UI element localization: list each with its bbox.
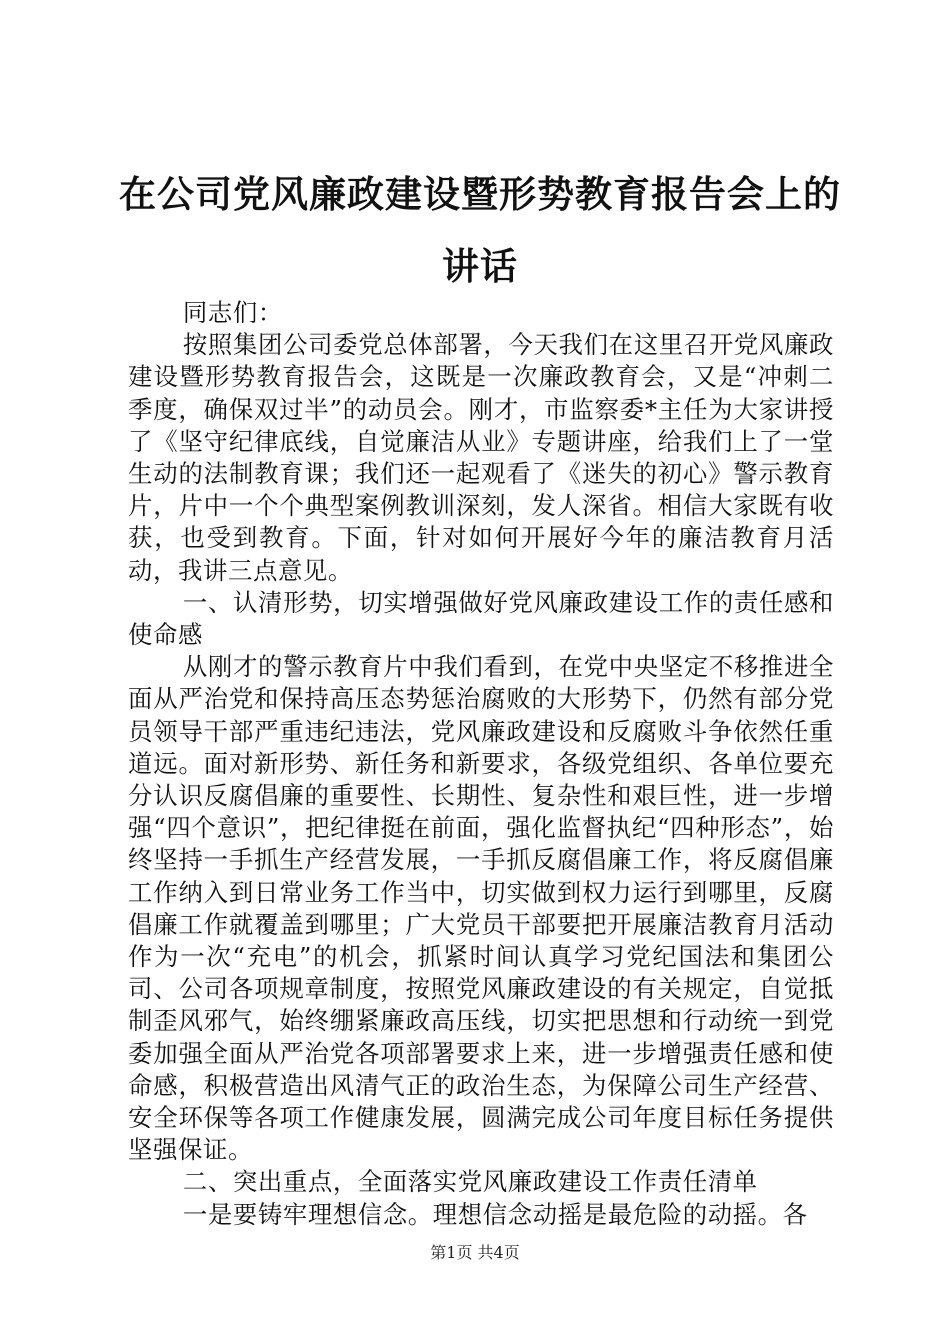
page-number-footer: 第1页 共4页 [430, 1243, 520, 1262]
document-body [128, 297, 834, 1231]
section-2-paragraph: 一是要铸牢理想信念。理想信念动摇是最危险的动摇。各 [182, 1199, 808, 1229]
section-heading-1: 一、认清形势，切实增强做好党风廉政建设工作的责任感和使命感 [128, 587, 834, 650]
document-title: 在公司党风廉政建设暨形势教育报告会上的讲话 [119, 172, 841, 288]
section-1-paragraph: 从刚才的警示教育片中我们看到，在党中央坚定不移推进全面从严治党和保持高压态势惩治腐败的大形势下，仍然有部分党员领导干部严重违纪违法，党风廉政建设和反腐败斗争依然任重道远。面对新形势、新任务和新要求，各级党组织、各单位要充分认识反腐倡廉的重要性、长期性、复杂性和艰巨性，进一步增强“四个意识”，把纪律挺在前面，强化监督执纪“四种形态”，始终坚持一手抓生产经营发展，一手抓反腐倡廉工作，将反腐倡廉工作纳入到日常业务工作当中，切实做到权力运行到哪里，反腐倡廉工作就覆盖到哪里；广大党员干部要把开展廉洁教育月活动作为一次“充电”的机会，抓紧时间认真学习党纪国法和集团公司、公司各项规章制度，按照党风廉政建设的有关规定，自觉抵制歪风邪气，始终绷紧廉政高压线，切实把思想和行动统一到党委加强全面从严治党各项部署要求上来，进一步增强责任感和使命感，积极营造出风清气正的政治生态，为保障公司生产经营、安全环保等各项工作健康发展，圆满完成公司年度目标任务提供坚强保证。 [128, 652, 834, 1165]
salutation-paragraph: 同志们： [182, 298, 283, 327]
intro-paragraph: 按照集团公司委党总体部署，今天我们在这里召开党风廉政建设暨形势教育报告会，这既是一次廉政教育会，又是“冲刺二季度，确保双过半”的动员会。刚才，市监察委*主任为大家讲授了《坚守纪律底线，自觉廉洁从业》专题讲座，给我们上了一堂生动的法制教育课；我们还一起观看了《迷失的初心》警示教育片，片中一个个典型案例教训深刻，发人深省。相信大家既有收获，也受到教育。下面，针对如何开展好今年的廉洁教育月活动，我讲三点意见。 [128, 330, 834, 585]
section-heading-2: 二、突出重点，全面落实党风廉政建设工作责任清单 [182, 1167, 758, 1197]
